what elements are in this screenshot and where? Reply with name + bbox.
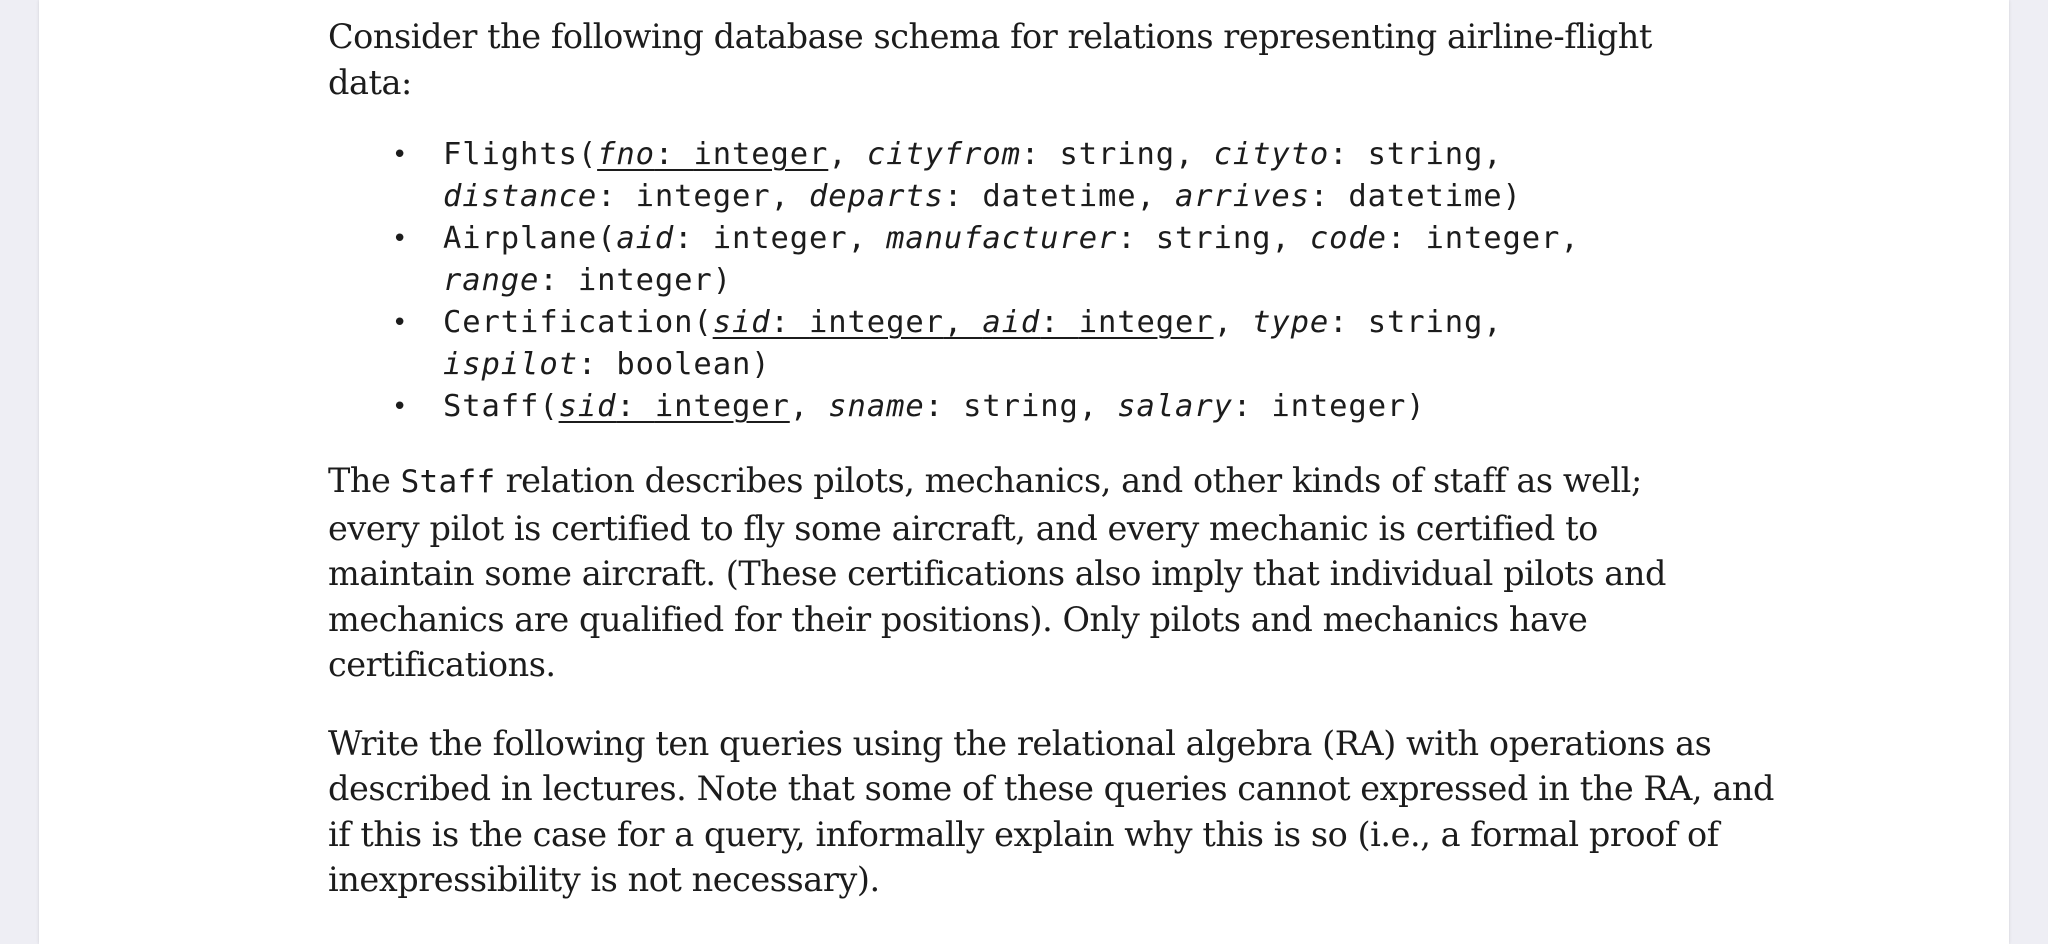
bullet-icon: • — [392, 392, 409, 422]
relation-name: Airplane — [443, 221, 598, 256]
attribute-name: aid — [616, 221, 675, 256]
relation-name: Flights — [443, 137, 578, 172]
attribute-name: type — [1252, 305, 1330, 340]
attribute-name: sid — [558, 389, 617, 424]
relation-name: Certification — [443, 305, 694, 340]
schema-item-certification: • Certification(sid: integer, aid: integer, type: string, ispilot: boolean) — [328, 302, 1768, 386]
relation-name: Staff — [443, 389, 540, 424]
attribute-type: integer — [712, 221, 848, 256]
attribute-type: integer — [654, 389, 790, 424]
attribute-name: fno — [597, 137, 655, 172]
primary-key: sid: integer, aid: integer — [712, 305, 1214, 340]
attribute-name: range — [443, 263, 540, 298]
attribute-name: ispilot — [443, 347, 578, 382]
attribute-name: cityfrom — [866, 137, 1021, 172]
schema-list — [328, 134, 1768, 428]
attribute-type: integer — [1078, 305, 1214, 340]
attribute-name: sid — [712, 305, 771, 340]
attribute-type: string — [1059, 137, 1176, 172]
attribute-name: distance — [443, 179, 598, 214]
bullet-icon: • — [392, 308, 409, 338]
attribute-type: string — [1367, 137, 1484, 172]
attribute-type: integer — [1425, 221, 1561, 256]
attribute-type: integer — [577, 263, 713, 298]
attribute-type: datetime — [1348, 179, 1503, 214]
bullet-icon: • — [392, 140, 409, 170]
attribute-type: boolean — [616, 347, 752, 382]
intro-paragraph: Consider the following database schema for relations representing airline-flight data: — [328, 17, 1652, 102]
attribute-type: integer — [635, 179, 771, 214]
attribute-name: departs — [809, 179, 944, 214]
attribute-name: manufacturer — [886, 221, 1118, 256]
attribute-name: aid — [982, 305, 1041, 340]
attribute-type: datetime — [982, 179, 1137, 214]
primary-key: fno: integer — [597, 137, 829, 172]
attribute-type: integer — [1271, 389, 1407, 424]
attribute-type: string — [1155, 221, 1272, 256]
bullet-icon: • — [392, 224, 409, 254]
schema-item-airplane: • Airplane(aid: integer, manufacturer: string, code: integer, range: integer) — [328, 218, 1768, 302]
inline-code: Staff — [400, 464, 496, 500]
queries-instruction-paragraph: Write the following ten queries using the relational algebra (RA) with operations as described in lectures. Note that some of these queries cannot expressed in the RA, and if this is the case for a query, informally explain why this is so (i.e., a formal proof of inexpressibility is not necessary). — [328, 723, 1774, 899]
attribute-name: arrives — [1175, 179, 1310, 214]
attribute-type: integer — [693, 137, 829, 172]
attribute-name: salary — [1117, 389, 1233, 424]
document-page — [39, 0, 2009, 944]
document-content — [328, 14, 1774, 903]
attribute-name: cityto — [1213, 137, 1330, 172]
attribute-type: string — [963, 389, 1079, 424]
schema-item-staff: • Staff(sid: integer, sname: string, salary: integer) — [328, 386, 1768, 428]
primary-key: sid: integer — [558, 389, 790, 424]
staff-description-paragraph: The Staff relation describes pilots, mechanics, and other kinds of staff as well; every pilot is certified to fly some aircraft, and every mechanic is certified to maintain some aircraft. (These certifications also imply that individual pilots and mechanics are qualified for their positions). Only pilots and mechanics have certifications. — [328, 461, 1666, 684]
attribute-type: integer — [809, 305, 944, 340]
attribute-name: code — [1309, 221, 1387, 256]
attribute-name: sname — [828, 389, 925, 424]
schema-item-flights: • Flights(fno: integer, cityfrom: string, cityto: string, distance: integer, departs: datetime, arrives: datetime) — [328, 134, 1768, 218]
attribute-type: string — [1367, 305, 1484, 340]
